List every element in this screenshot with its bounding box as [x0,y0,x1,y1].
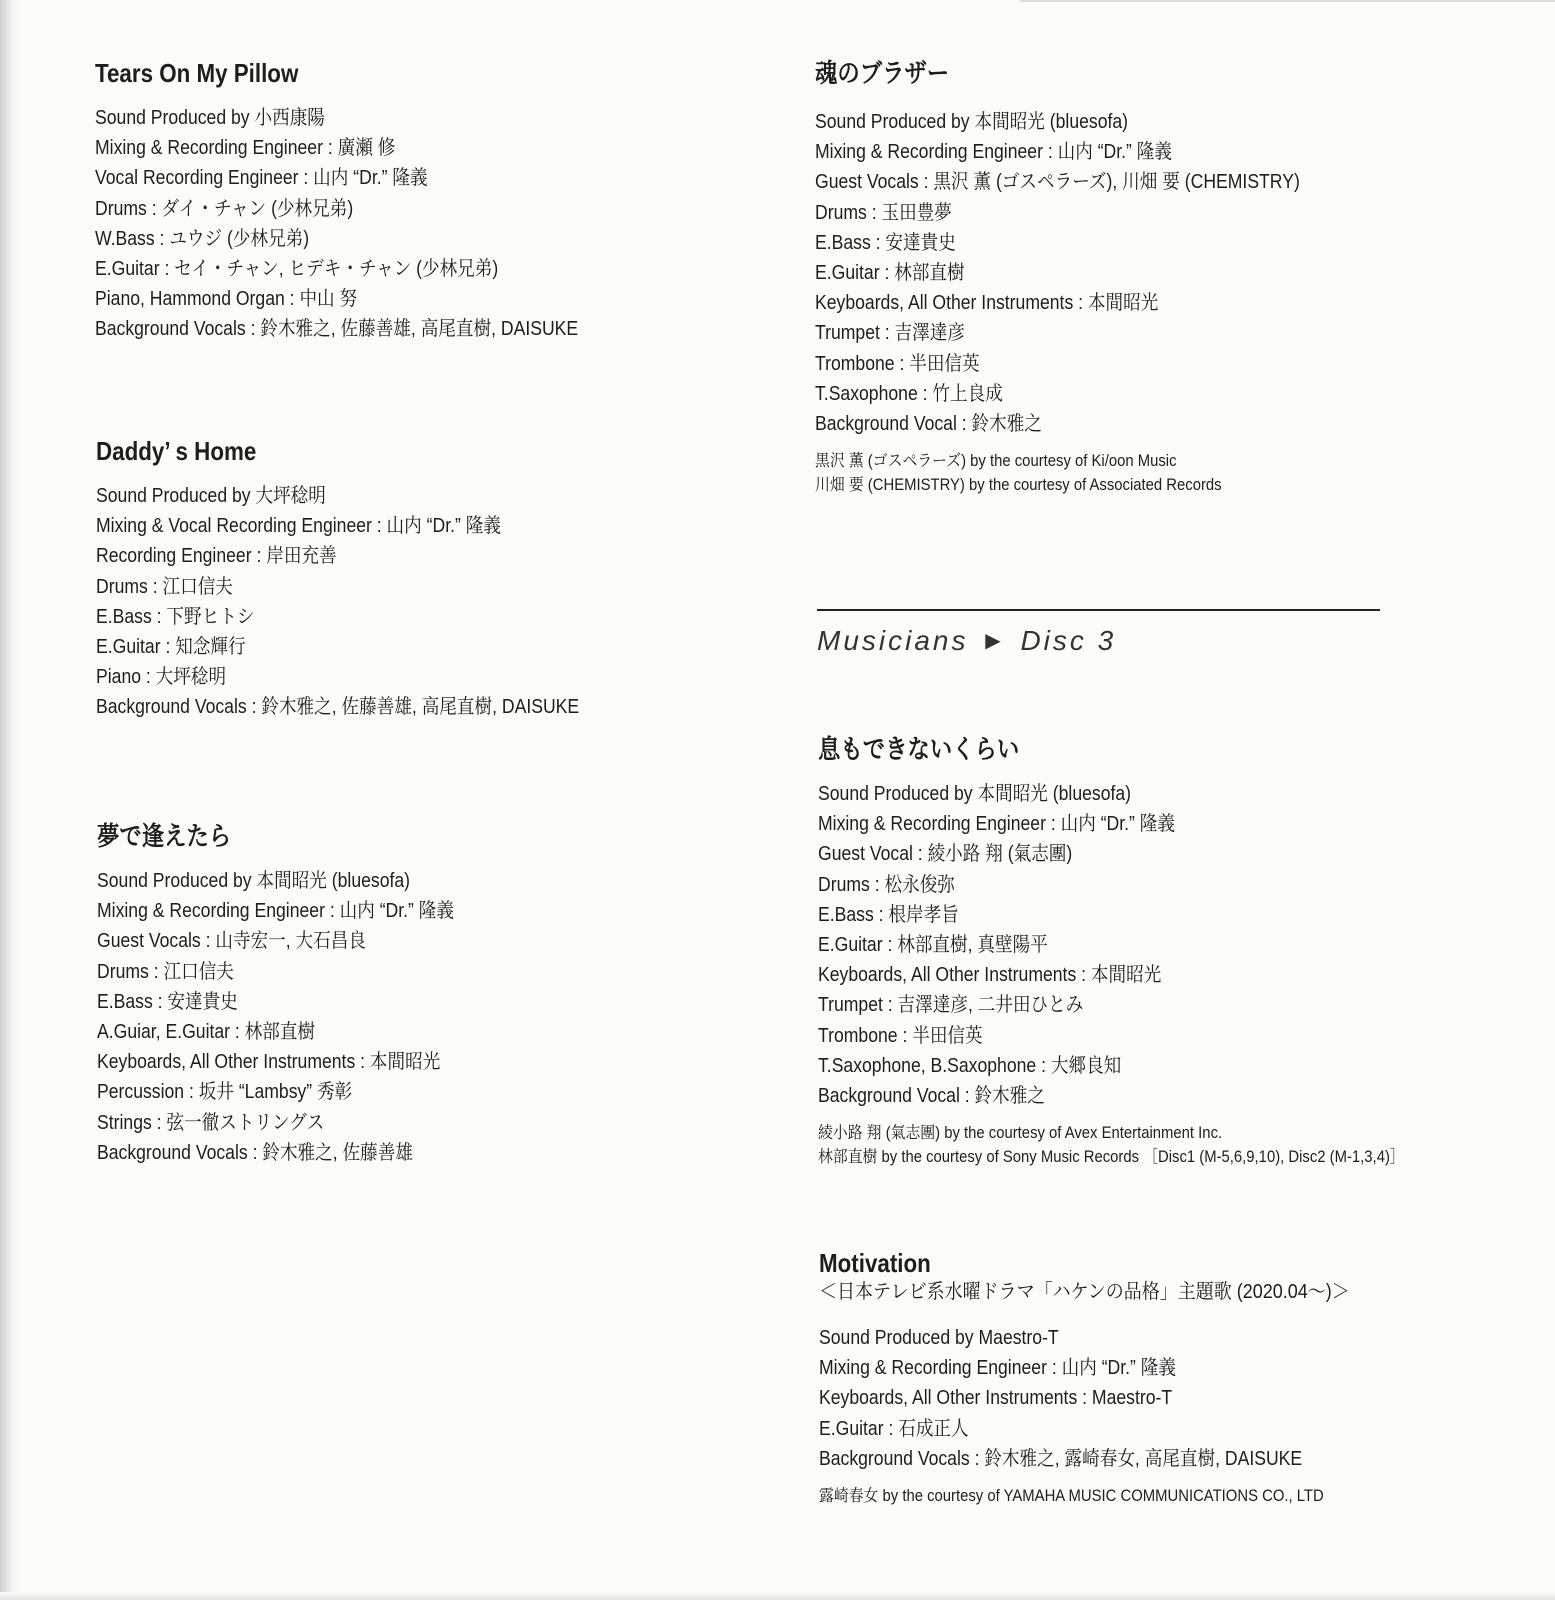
credit-line: Background Vocal : 鈴木雅之 [818,1085,1045,1108]
credit-line: Keyboards, All Other Instruments : 本間昭光 [815,292,1159,315]
credit-line: E.Bass : 安達貴史 [815,231,956,254]
credit-line: Guest Vocals : 黒沢 薫 (ゴスペラーズ), 川畑 要 (CHEMISTRY) [815,171,1300,194]
credit-line: Drums : 江口信夫 [97,960,234,983]
credit-list [815,107,1366,439]
credit-line: E.Bass : 下野ヒトシ [96,605,255,628]
disc-label: Disc 3 [1020,625,1117,656]
courtesy-note: 綾小路 翔 (氣志團) by the courtesy of Avex Entertainment Inc. [818,1124,1223,1143]
credit-line: Mixing & Recording Engineer : 山内 “Dr.” 隆義 [97,900,455,923]
credit-line: Background Vocals : 鈴木雅之, 佐藤善雄, 高尾直樹, DAISUKE [96,696,580,719]
credit-list [96,481,645,723]
track-title: Motivation [819,1248,931,1278]
credit-list [818,779,1470,1111]
credit-line: Background Vocals : 鈴木雅之, 佐藤善雄, 高尾直樹, DAISUKE [95,318,579,341]
track-title: 息もできないくらい [818,734,1020,764]
page-bottom-edge [0,1592,1555,1600]
track-daddys-home [96,435,645,723]
credit-line: Piano : 大坪稔明 [96,666,227,689]
track-title: Tears On My Pillow [95,58,299,88]
page-gutter-shadow [0,0,18,1600]
credit-line: Drums : ダイ・チャン (少林兄弟) [95,197,354,220]
track-iki-mo-dekinai-kurai [818,733,1470,1169]
credit-line: E.Guitar : 知念輝行 [96,636,246,659]
credit-line: E.Bass : 根岸孝旨 [818,903,959,926]
courtesy-note: 露崎春女 by the courtesy of YAMAHA MUSIC COMMUNICATIONS CO., LTD [819,1487,1324,1506]
courtesy-note: 林部直樹 by the courtesy of Sony Music Records ［Disc1 (M-5,6,9,10), Disc2 (M-1,3,4)］ [818,1148,1405,1167]
credit-line: Trumpet : 吉澤達彦, 二井田ひとみ [818,994,1084,1017]
credit-line: Keyboards, All Other Instruments : Maestro-T [819,1387,1173,1410]
credit-line: Sound Produced by 小西康陽 [95,107,325,129]
courtesy-notes [819,1484,1409,1508]
track-title: 魂のブラザー [815,58,950,88]
credit-line: T.Saxophone : 竹上良成 [815,382,1003,405]
credit-line: Sound Produced by 本間昭光 (bluesofa) [818,783,1132,805]
credit-line: Drums : 玉田豊夢 [815,201,952,224]
credit-line: Recording Engineer : 岸田充善 [96,545,337,568]
credit-line: Mixing & Recording Engineer : 廣瀬 修 [95,137,396,160]
credit-line: Guest Vocal : 綾小路 翔 (氣志團) [818,843,1073,866]
credit-line: E.Guitar : 林部直樹 [815,262,965,285]
credit-line: Guest Vocals : 山寺宏一, 大石昌良 [97,930,366,953]
credit-line: Background Vocals : 鈴木雅之, 露崎春女, 高尾直樹, DAISUKE [819,1447,1303,1470]
credit-line: Background Vocal : 鈴木雅之 [815,413,1042,436]
page-top-edge [1020,0,1555,2]
credit-line: T.Saxophone, B.Saxophone : 大郷良知 [818,1054,1122,1077]
courtesy-note: 川畑 要 (CHEMISTRY) by the courtesy of Associated Records [815,476,1222,495]
track-motivation [819,1247,1409,1508]
track-title: Daddy’ s Home [96,436,257,466]
credit-line: Strings : 弦一徹ストリングス [97,1111,325,1134]
courtesy-note: 黒沢 薫 (ゴスペラーズ) by the courtesy of Ki/oon Music [815,452,1177,471]
credit-line: E.Guitar : 林部直樹, 真壁陽平 [818,934,1048,957]
credit-line: E.Bass : 安達貴史 [97,990,238,1013]
musicians-disc-heading [817,625,1116,657]
credit-line: Trombone : 半田信英 [815,352,980,375]
courtesy-notes [818,1121,1470,1169]
courtesy-notes [815,449,1366,497]
credit-line: Trombone : 半田信英 [818,1024,983,1047]
section-divider [817,609,1380,611]
credit-line: Drums : 松永俊弥 [818,873,955,896]
credit-line: Mixing & Recording Engineer : 山内 “Dr.” 隆義 [818,813,1176,836]
credit-line: Piano, Hammond Organ : 中山 努 [95,288,358,311]
credit-line: Mixing & Recording Engineer : 山内 “Dr.” 隆義 [819,1357,1177,1380]
credit-line: Sound Produced by Maestro-T [819,1327,1059,1349]
credit-line: Keyboards, All Other Instruments : 本間昭光 [97,1051,441,1074]
credit-line: Sound Produced by 本間昭光 (bluesofa) [815,111,1129,133]
credit-line: Trumpet : 吉澤達彦 [815,322,965,345]
credit-list [819,1323,1409,1474]
credit-line: Mixing & Vocal Recording Engineer : 山内 “Dr.” 隆義 [96,515,501,538]
credit-line: E.Guitar : 石成正人 [819,1417,969,1440]
credit-line: W.Bass : ユウジ (少林兄弟) [95,227,310,250]
credit-line: Percussion : 坂井 “Lambsy” 秀彰 [97,1081,353,1104]
triangle-right-icon: ▶ [985,630,1004,652]
credit-line: Sound Produced by 本間昭光 (bluesofa) [97,870,411,892]
credit-line: Vocal Recording Engineer : 山内 “Dr.” 隆義 [95,167,428,190]
credit-line: Background Vocals : 鈴木雅之, 佐藤善雄 [97,1141,413,1164]
credit-list [97,866,503,1168]
musicians-label: Musicians [817,625,969,656]
credit-line: Drums : 江口信夫 [96,575,233,598]
track-tears-on-my-pillow [95,57,644,345]
track-subtitle: ＜日本テレビ系水曜ドラマ「ハケンの品格」主題歌 (2020.04〜)＞ [819,1281,1350,1303]
credit-line: Keyboards, All Other Instruments : 本間昭光 [818,964,1162,987]
credit-line: E.Guitar : セイ・チャン, ヒデキ・チャン (少林兄弟) [95,258,499,281]
credit-line: A.Guiar, E.Guitar : 林部直樹 [97,1021,316,1044]
track-yume-de-aetara [97,820,503,1168]
track-tamashii-no-brother [815,57,1366,497]
credit-list [95,103,644,345]
credit-line: Sound Produced by 大坪稔明 [96,485,326,507]
credit-line: Mixing & Recording Engineer : 山内 “Dr.” 隆義 [815,141,1173,164]
track-title: 夢で逢えたら [97,821,232,851]
